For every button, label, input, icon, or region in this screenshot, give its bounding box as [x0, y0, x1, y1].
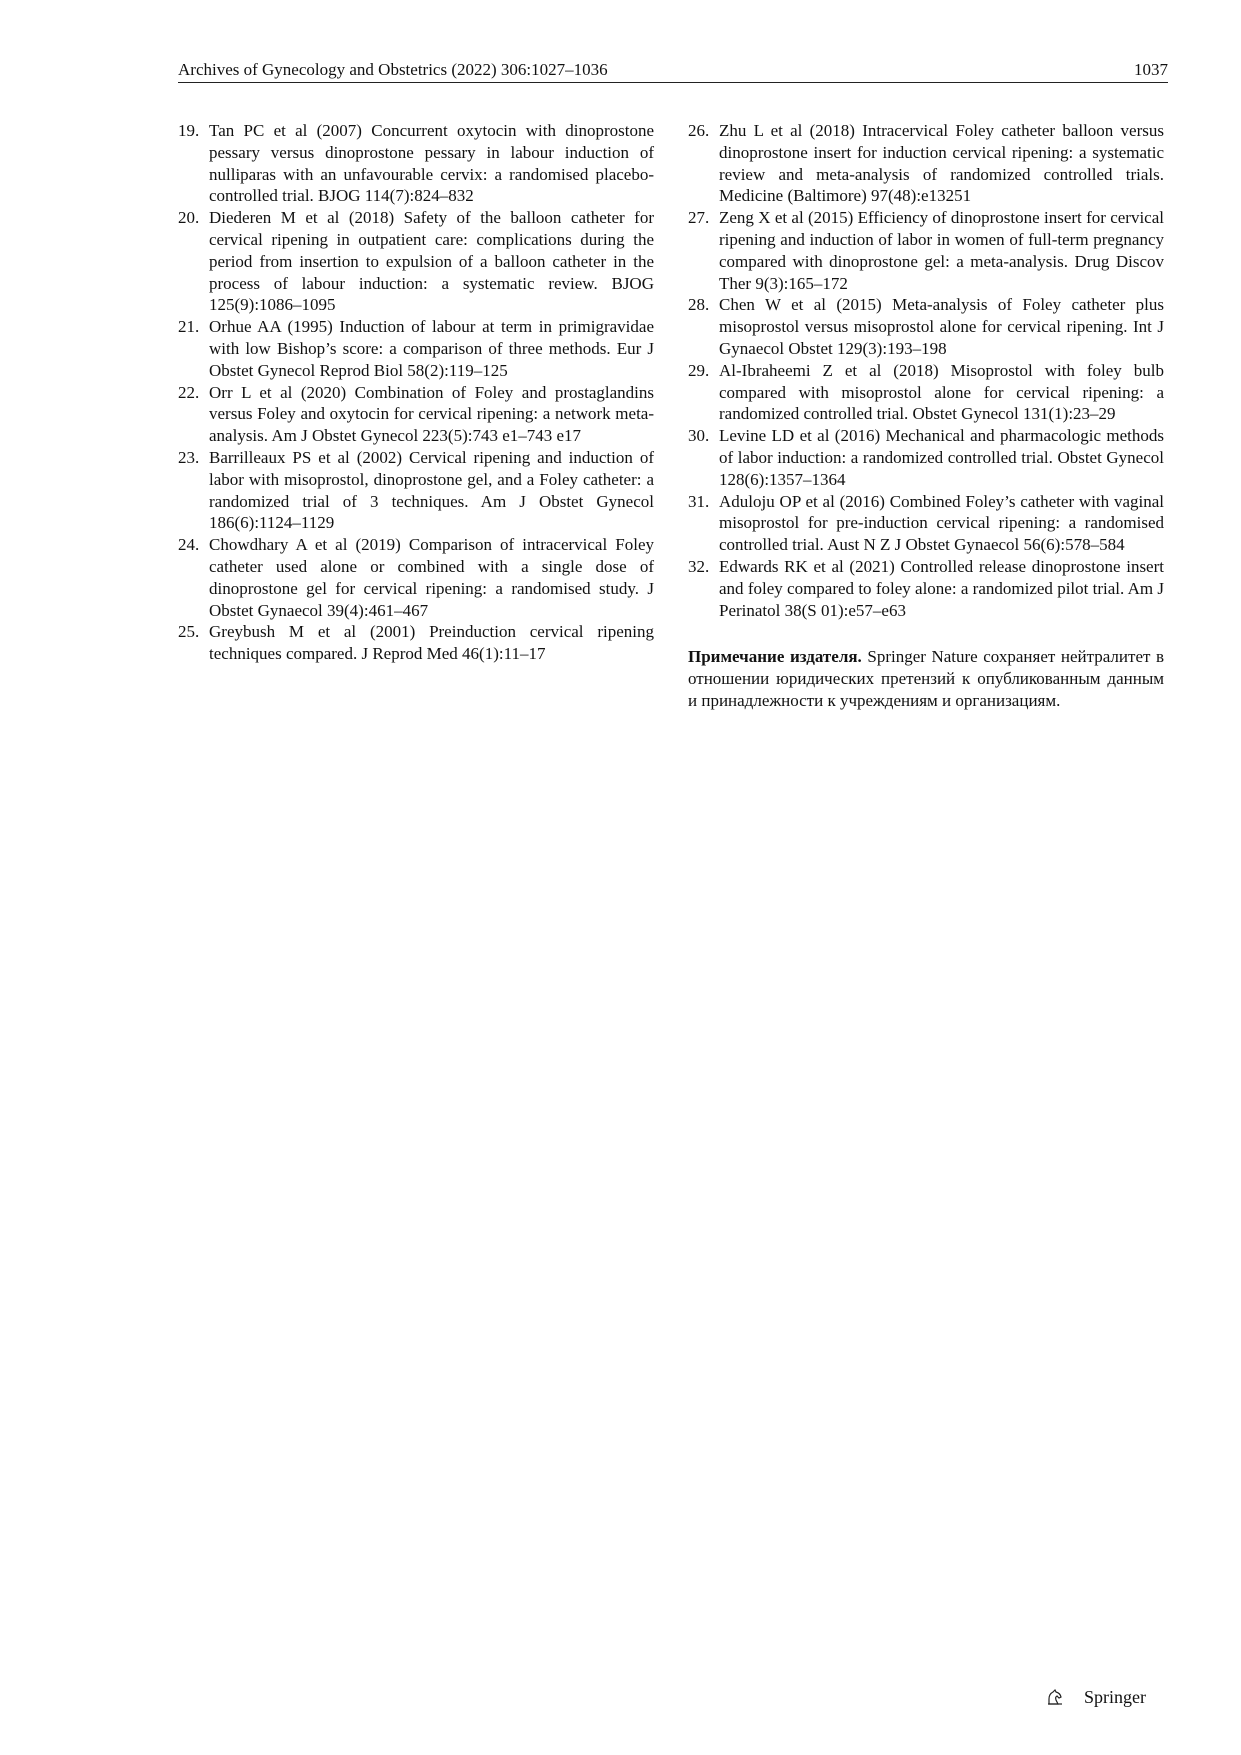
reference-text: Levine LD et al (2016) Mechanical and pharmacologic methods of labor induction: a randomized controlled trial. Obstet Gynecol 128(6):1357–1364 — [719, 426, 1164, 489]
reference-number: 31. — [688, 491, 710, 511]
reference-text: Aduloju OP et al (2016) Combined Foley’s catheter with vaginal misoprostol for pre-induction cervical ripening: a randomised controlled trial. Aust N Z J Obstet Gynaecol 56(6):578–584 — [719, 491, 1164, 555]
reference-item — [688, 425, 1164, 490]
reference-number: 28. — [688, 295, 710, 315]
reference-number: 26. — [688, 121, 710, 140]
reference-item — [178, 316, 654, 381]
reference-number: 25. — [178, 622, 200, 642]
reference-text: Orr L et al (2020) Combination of Foley and prostaglandins versus Foley and oxytocin for cervical ripening: a network meta-analysis. Am J Obstet Gynecol 223(5):743 e1–743 e17 — [209, 382, 654, 446]
reference-text: Edwards RK et al (2021) Controlled release dinoprostone insert and foley compared to foley alone: a randomized pilot trial. Am J Perinatol 38(S 01):e57–e63 — [719, 556, 1164, 620]
reference-text: Chen W et al (2015) Meta-analysis of Foley catheter plus misoprostol versus misoprostol alone for cervical ripening. Int J Gynaecol Obstet 129(3):193–198 — [719, 295, 1164, 358]
reference-item — [178, 382, 654, 447]
reference-item — [688, 360, 1164, 425]
reference-number: 22. — [178, 382, 200, 402]
reference-item — [688, 556, 1164, 621]
reference-text: Zeng X et al (2015) Efficiency of dinoprostone insert for cervical ripening and induction of labor in women of full-term pregnancy compared with dinoprostone gel: a meta-analysis. Drug Discov Ther 9(3):165–172 — [719, 208, 1164, 293]
reference-item — [178, 621, 654, 665]
reference-number: 19. — [178, 121, 200, 140]
reference-number: 27. — [688, 208, 710, 228]
reference-number: 30. — [688, 426, 710, 446]
reference-item — [688, 491, 1164, 556]
reference-text: Chowdhary A et al (2019) Comparison of intracervical Foley catheter used alone or combined with a single dose of dinoprostone gel for cervical ripening: a randomised study. J Obstet Gynaecol 39(4):461–467 — [209, 535, 654, 620]
reference-text: Greybush M et al (2001) Preinduction cervical ripening techniques compared. J Reprod Med 46(1):11–17 — [209, 622, 654, 664]
reference-item — [178, 447, 654, 534]
publisher-note-label: Примечание издателя. — [688, 647, 862, 667]
running-header — [178, 58, 1168, 83]
journal-citation: Archives of Gynecology and Obstetrics (2022) 306:1027–1036 — [178, 60, 608, 79]
springer-horse-icon — [1046, 1688, 1064, 1706]
reference-item — [178, 120, 654, 207]
reference-item — [688, 120, 1164, 207]
reference-number: 23. — [178, 447, 200, 467]
reference-number: 20. — [178, 208, 200, 228]
reference-item — [178, 534, 654, 621]
reference-item — [688, 207, 1164, 294]
references-right-column — [688, 120, 1164, 712]
reference-number: 21. — [178, 317, 200, 337]
reference-number: 24. — [178, 535, 200, 555]
reference-number: 29. — [688, 360, 710, 380]
reference-item — [688, 294, 1164, 359]
publisher-footer — [1046, 1686, 1146, 1708]
reference-text: Tan PC et al (2007) Concurrent oxytocin with dinoprostone pessary versus dinoprostone pessary in labour induction of nulliparas with an unfavourable cervix: a randomised placebo-controlled trial. BJOG 114(7):824–832 — [209, 121, 654, 206]
reference-text: Zhu L et al (2018) Intracervical Foley catheter balloon versus dinoprostone insert for induction cervical ripening: a systematic review and meta-analysis of randomized controlled trials. Medicine (Baltimore) 97(48):e13251 — [719, 121, 1164, 206]
publisher-note-text: Springer Nature сохраняет нейтралитет в отношении юридических претензий к опубликованным данным и принадлежности к учреждениям и организациям. — [688, 647, 1164, 710]
reference-item — [178, 207, 654, 316]
publisher-note — [688, 646, 1164, 711]
reference-text: Al-Ibraheemi Z et al (2018) Misoprostol with foley bulb compared with misoprostol alone for cervical ripening: a randomized controlled trial. Obstet Gynecol 131(1):23–29 — [719, 360, 1164, 424]
references-left-column — [178, 120, 654, 665]
reference-text: Barrilleaux PS et al (2002) Cervical ripening and induction of labor with misoprostol, dinoprostone gel, and a Foley catheter: a randomized trial of 3 techniques. Am J Obstet Gynecol 186(6):1124–1129 — [209, 447, 654, 533]
reference-text: Orhue AA (1995) Induction of labour at term in primigravidae with low Bishop’s score: a comparison of three methods. Eur J Obstet Gynecol Reprod Biol 58(2):119–125 — [209, 317, 654, 380]
reference-text: Diederen M et al (2018) Safety of the balloon catheter for cervical ripening in outpatient care: complications during the period from insertion to expulsion of a balloon catheter in the process of labour induction: a systematic review. BJOG 125(9):1086–1095 — [209, 208, 654, 315]
publisher-name: Springer — [1084, 1687, 1146, 1707]
reference-number: 32. — [688, 556, 710, 576]
page-number: 1037 — [1134, 60, 1168, 79]
